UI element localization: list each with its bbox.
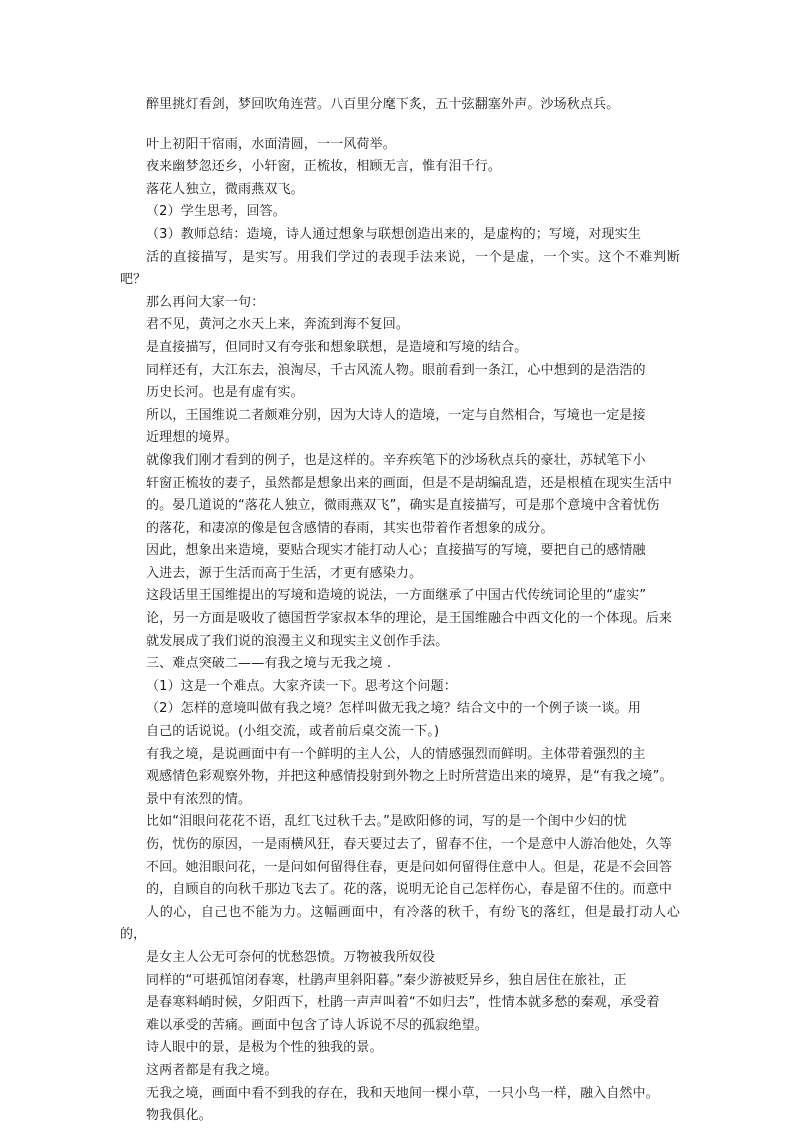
paragraph-p17 bbox=[120, 744, 680, 812]
text-line: 物我俱化。 bbox=[146, 1108, 212, 1124]
paragraph-p22 bbox=[120, 1083, 680, 1128]
text-line: 就发展成了我们说的浪漫主义和现实主义创作手法。 bbox=[146, 633, 449, 649]
text-line: 因此，想象出来造境，要贴合现实才能打动人心；直接描写的写境，要把自己的感情融 bbox=[146, 543, 646, 559]
text-line: 比如“泪眼问花花不语，乱红飞过秋千去。”是欧阳修的词，写的是一个闺中少妇的忧 bbox=[146, 814, 627, 830]
paragraph-p3 bbox=[120, 156, 680, 179]
text-line: 落花人独立，微雨燕双飞。 bbox=[146, 181, 304, 197]
paragraph-p2 bbox=[120, 134, 680, 157]
paragraph-p1 bbox=[120, 94, 680, 117]
text-line: 是春寒料峭时候，夕阳西下，杜鹃一声声叫着“不如归去”，性情本就多愁的秦观，承受着 bbox=[146, 995, 660, 1011]
paragraph-p15 bbox=[120, 676, 680, 699]
text-line: 自己的话说说。(小组交流，或者前后桌交流一下。) bbox=[146, 724, 440, 740]
paragraph-p13 bbox=[120, 585, 680, 653]
paragraph-p18 bbox=[120, 811, 680, 969]
paragraph-p10 bbox=[120, 405, 680, 450]
text-line: 三、难点突破二——有我之境与无我之境 . bbox=[146, 656, 392, 672]
paragraph-p5 bbox=[120, 201, 680, 224]
text-line: 近理想的境界。 bbox=[146, 430, 239, 446]
text-line: 这两者都是有我之境。 bbox=[146, 1062, 278, 1078]
text-line: 是女主人公无可奈何的忧愁怨愤。万物被我所奴役 bbox=[146, 949, 436, 965]
text-line: 伤，忧伤的原因，一是雨横风狂，春天要过去了，留春不住，一个是意中人游冶他处，久等 bbox=[146, 837, 673, 852]
text-line: （1）这是一个难点。大家齐读一下。思考这个问题： bbox=[146, 678, 457, 694]
paragraph-p21 bbox=[120, 1060, 680, 1083]
document-body bbox=[120, 94, 680, 1128]
paragraph-p7 bbox=[120, 314, 680, 337]
text-line: （2）怎样的意境叫做有我之境？怎样叫做无我之境？结合文中的一个例子谈一谈。用 bbox=[146, 701, 641, 717]
paragraph-p20 bbox=[120, 1037, 680, 1060]
text-line: 的落花，和凄凉的像是包含感情的春雨，其实也带着作者想象的成分。 bbox=[146, 520, 554, 536]
text-line: 叶上初阳干宿雨，水面清圆，一一风荷举。 bbox=[146, 136, 396, 152]
text-line: 是直接描写，但同时又有夸张和想象联想，是造境和写境的结合。 bbox=[146, 339, 528, 355]
text-line: 难以承受的苦痛。画面中包含了诗人诉说不尽的孤寂绝望。 bbox=[146, 1017, 488, 1033]
text-line: 的。晏几道说的“落花人独立，微雨燕双飞”，确实是直接描写，可是那个意境中含着忧伤 bbox=[146, 498, 660, 514]
text-line: 同样的“可堪孤馆闭春寒，杜鹃声里斜阳暮。”秦少游被贬异乡，独自居住在旅社，正 bbox=[146, 972, 627, 988]
text-line: （3）教师总结：造境，诗人通过想象与联想创造出来的，是虚构的；写境，对现实生 bbox=[146, 226, 641, 242]
paragraph-p8 bbox=[120, 337, 680, 360]
text-line: 醉里挑灯看剑，梦回吹角连营。八百里分麾下炙，五十弦翻塞外声。沙场秋点兵。 bbox=[146, 97, 620, 112]
paragraph-p6 bbox=[120, 224, 680, 314]
text-line: 不回。她泪眼问花，一是问如何留得住春，更是问如何留得住意中人。但是，花是不会回答 bbox=[146, 859, 673, 875]
paragraph-p9 bbox=[120, 360, 680, 405]
text-line: 入进去，源于生活而高于生活，才更有感染力。 bbox=[146, 565, 423, 581]
text-line: 景中有浓烈的情。 bbox=[146, 791, 252, 807]
text-line: 就像我们刚才看到的例子，也是这样的。辛弃疾笔下的沙场秋点兵的豪壮，苏轼笔下小 bbox=[146, 452, 646, 468]
paragraph-p19 bbox=[120, 970, 680, 1038]
paragraph-p14 bbox=[120, 653, 680, 676]
paragraph-p12 bbox=[120, 540, 680, 585]
text-line: 活的直接描写，是实写。用我们学过的表现手法来说，一个是虚，一个实。这个不难判断吧？ bbox=[120, 249, 680, 288]
text-line: 君不见，黄河之水天上来，奔流到海不复回。 bbox=[146, 317, 410, 333]
text-line: 历史长河。也是有虚有实。 bbox=[146, 385, 304, 401]
paragraph-p11 bbox=[120, 450, 680, 540]
text-line: 人的心，自己也不能为力。这幅画面中，有冷落的秋千，有纷飞的落红，但是最打动人心的， bbox=[120, 904, 680, 943]
text-line: 同样还有，大江东去，浪淘尽，千古风流人物。眼前看到一条江，心中想到的是浩浩的 bbox=[146, 362, 646, 378]
text-line: 有我之境，是说画面中有一个鲜明的主人公，人的情感强烈而鲜明。主体带着强烈的主 bbox=[146, 746, 646, 762]
paragraph-p4 bbox=[120, 179, 680, 202]
paragraph-gap bbox=[120, 117, 680, 134]
text-line: 观感情色彩观察外物，并把这种感情投射到外物之上时所营造出来的境界，是“有我之境”。 bbox=[146, 769, 673, 785]
text-line: 的，自顾自的向秋千那边飞去了。花的落，说明无论自己怎样伤心，春是留不住的。而意中 bbox=[146, 882, 673, 898]
paragraph-p16 bbox=[120, 698, 680, 743]
text-line: 无我之境，画面中看不到我的存在，我和天地间一棵小草，一只小鸟一样，融入自然中。 bbox=[146, 1085, 659, 1101]
text-line: 诗人眼中的景，是极为个性的独我的景。 bbox=[146, 1040, 383, 1056]
text-line: 这段话里王国维提出的写境和造境的说法，一方面继承了中国古代传统词论里的“虚实” bbox=[146, 588, 647, 604]
text-line: 夜来幽梦忽还乡，小轩窗，正梳妆，相顾无言，惟有泪千行。 bbox=[146, 159, 502, 175]
text-line: 所以，王国维说二者颇难分别，因为大诗人的造境，一定与自然相合，写境也一定是接 bbox=[146, 407, 646, 423]
text-line: 轩窗正梳妆的妻子，虽然都是想象出来的画面，但是不是胡编乱造，还是根植在现实生活中 bbox=[146, 475, 673, 491]
text-line: 论，另一方面是吸收了德国哲学家叔本华的理论，是王国维融合中西文化的一个体现。后来 bbox=[146, 611, 673, 627]
text-line: （2）学生思考，回答。 bbox=[146, 204, 286, 220]
text-line: 那么再问大家一句： bbox=[146, 294, 265, 310]
